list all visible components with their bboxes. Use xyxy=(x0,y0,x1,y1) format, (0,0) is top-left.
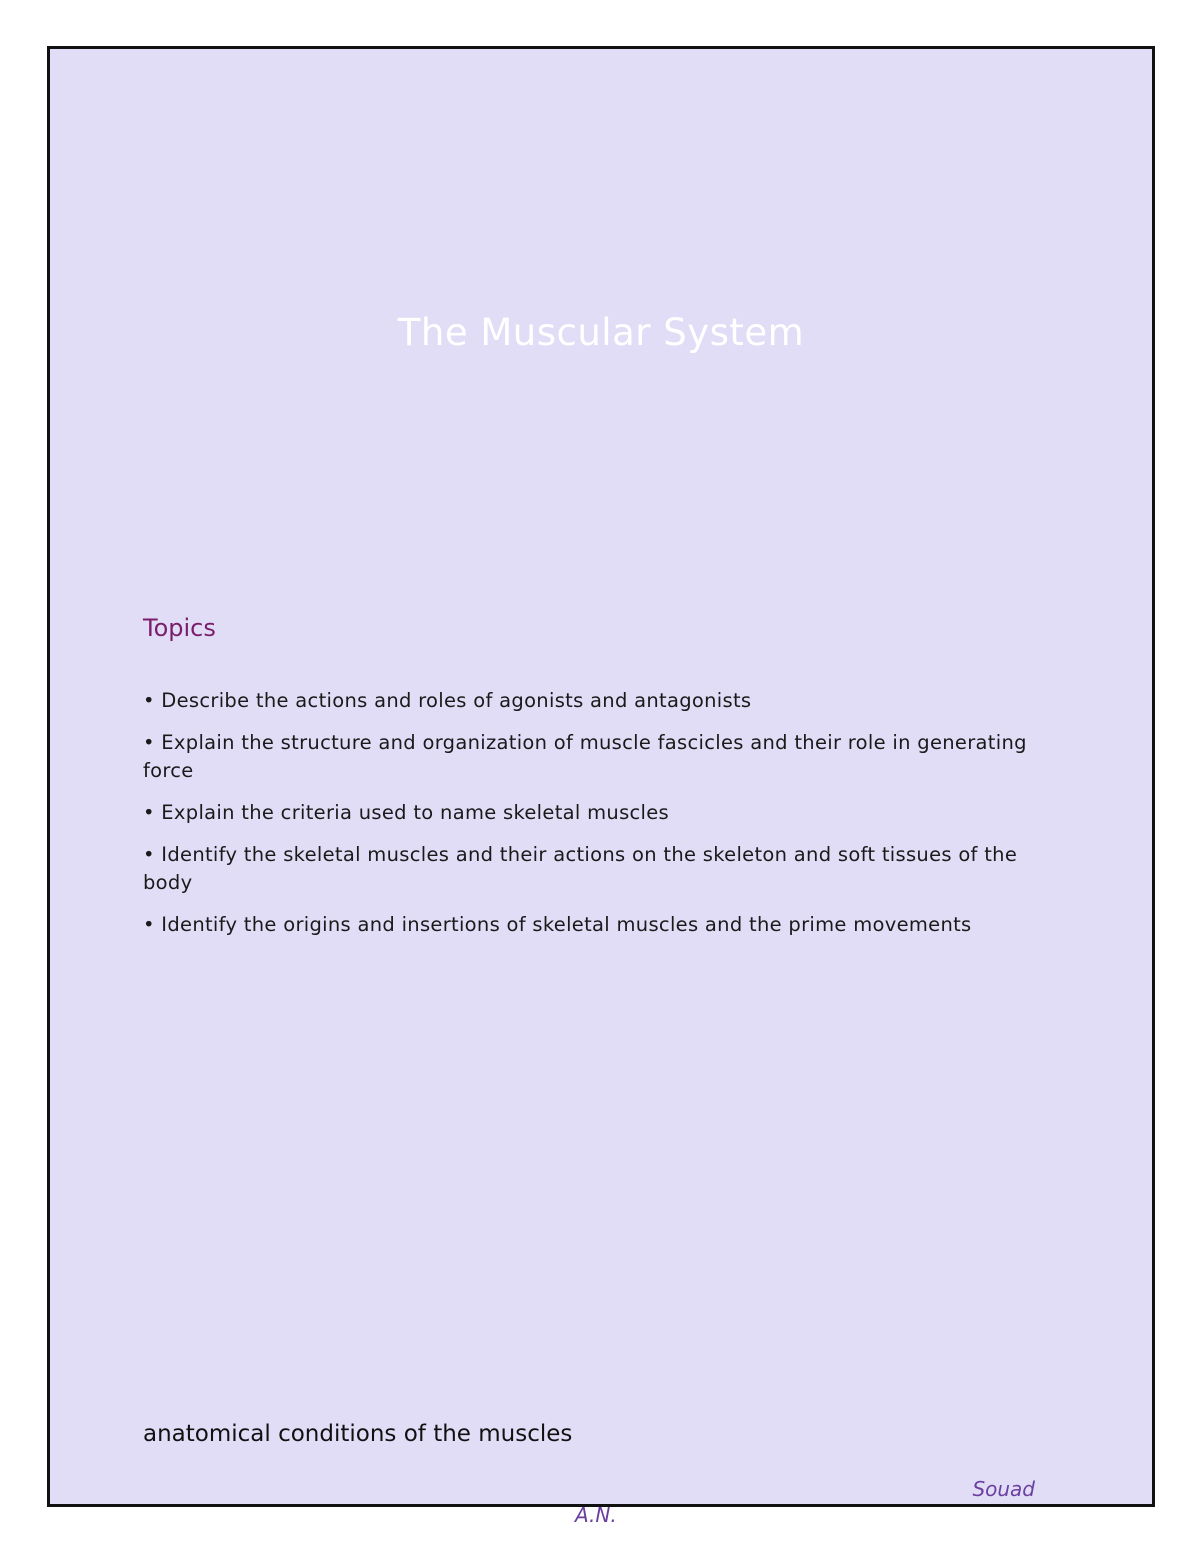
topic-item: • Describe the actions and roles of agonists and antagonists xyxy=(143,689,752,712)
author-initials: A.N. xyxy=(575,1503,617,1527)
topic-item: • Identify the skeletal muscles and their actions on the skeleton and soft tissues of the body xyxy=(143,843,1018,894)
topics-heading: Topics xyxy=(143,614,216,642)
author-first-name: Souad xyxy=(972,1477,1035,1501)
topic-item: • Identify the origins and insertions of skeletal muscles and the prime movements xyxy=(143,913,972,936)
topic-list xyxy=(143,687,1053,953)
document-subtitle: anatomical conditions of the muscles xyxy=(143,1421,573,1447)
topic-item: • Explain the criteria used to name skeletal muscles xyxy=(143,801,670,824)
document-title: The Muscular System xyxy=(397,311,805,354)
page-frame xyxy=(47,46,1155,1527)
topic-item: • Explain the structure and organization of muscle fascicles and their role in generating force xyxy=(143,731,1027,782)
